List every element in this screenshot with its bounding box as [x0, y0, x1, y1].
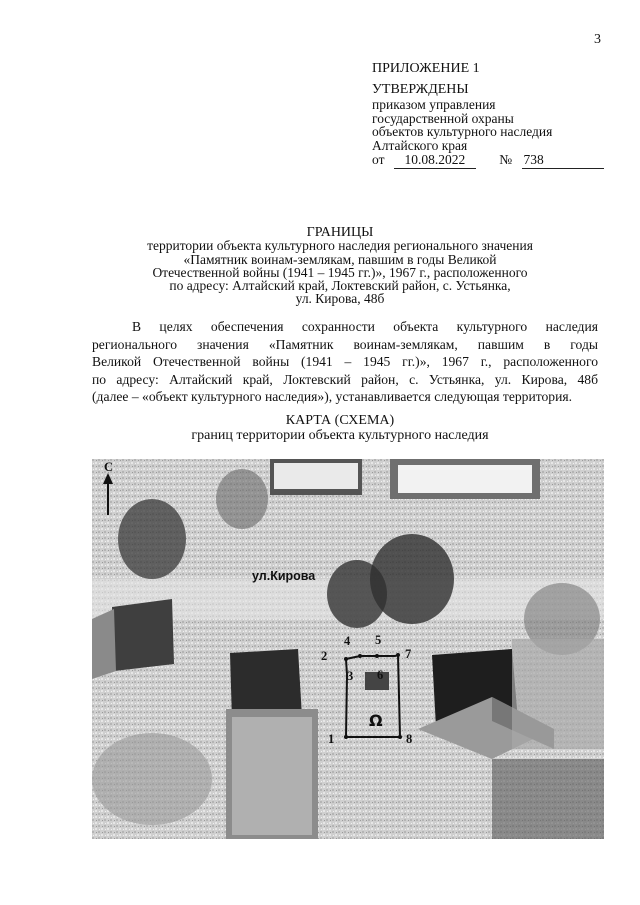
approved-label: УТВЕРЖДЕНЫ	[372, 82, 469, 97]
order-line: объектов культурного наследия	[372, 124, 553, 139]
building-left	[112, 599, 174, 671]
boundary-point	[396, 653, 400, 657]
point-label-7: 7	[405, 647, 412, 661]
point-label-5: 5	[375, 633, 382, 647]
order-line: Алтайского края	[372, 137, 468, 153]
map-title: КАРТА (СХЕМА)	[285, 413, 395, 428]
building-left-side	[92, 609, 116, 679]
appendix-label: ПРИЛОЖЕНИЕ 1	[372, 61, 480, 76]
order-date-number	[372, 152, 604, 169]
tree	[370, 534, 454, 624]
point-label-2: 2	[321, 649, 328, 663]
heading-line: «Памятник воинам-землякам, павшим в годы Великой	[183, 251, 497, 267]
aerial-photo	[92, 459, 604, 839]
shrubs	[92, 733, 212, 825]
point-label-3: 3	[347, 669, 354, 683]
boundary-point	[344, 735, 348, 739]
point-label-1: 1	[328, 732, 335, 746]
heading-line: территории объекта культурного наследия регионального значения	[147, 238, 533, 254]
paragraph-line: В целях обеспечения сохранности объекта культурного наследия	[132, 319, 598, 334]
point-label-6: 6	[377, 668, 384, 682]
boundary-point	[375, 654, 379, 658]
boundary-point	[398, 735, 402, 739]
north-label: С	[104, 460, 114, 474]
boundary-point	[358, 654, 362, 658]
heading-title: ГРАНИЦЫ	[306, 225, 374, 240]
point-label-8: 8	[406, 732, 413, 746]
order-number-value: 738	[523, 152, 544, 167]
order-number	[522, 152, 604, 169]
date-prefix: от	[372, 152, 385, 167]
paragraph-line: (далее – «объект культурного наследия»), устанавливается следующая территория.	[92, 389, 573, 404]
point-label-4: 4	[344, 634, 351, 648]
monument-symbol: Ω	[369, 711, 383, 730]
number-sign: №	[499, 152, 513, 167]
map-subtitle: границ территории объекта культурного наследия	[191, 428, 489, 443]
paragraph-line: регионального значения «Памятник воинам-землякам, павшим в годы	[92, 336, 598, 352]
order-date: 10.08.2022	[394, 152, 476, 169]
paragraph-line: Великой Отечественной войны (1941 – 1945 гг.)», 1967 г., расположенного	[92, 354, 598, 369]
body-paragraph	[92, 318, 598, 406]
order-line: приказом управления	[372, 97, 496, 112]
roof-top	[274, 463, 358, 489]
tree	[216, 469, 268, 529]
boundary-point	[344, 657, 348, 661]
tree	[118, 499, 186, 579]
heading-line: ул. Кирова, 48б	[295, 291, 385, 307]
building-bottom-left-wall	[232, 717, 312, 835]
yard-bottom-right	[492, 759, 604, 839]
approval-order	[372, 98, 552, 152]
street-label: ул.Кирова	[252, 569, 316, 583]
map-heading	[40, 413, 640, 443]
page-number: 3	[594, 32, 601, 47]
heading-line: Отечественной войны (1941 – 1945 гг.)», 1967 г., расположенного	[152, 264, 528, 280]
roof-top-right	[398, 465, 532, 493]
yard-right	[512, 639, 604, 749]
heading-line: по адресу: Алтайский край, Локтевский район, с. Устьянка,	[169, 278, 511, 294]
order-line: государственной охраны	[372, 110, 514, 126]
boundaries-heading	[40, 226, 640, 306]
site-map	[92, 459, 604, 839]
paragraph-line: по адресу: Алтайский край, Локтевский район, с. Устьянка, ул. Кирова, 48б	[92, 371, 598, 387]
